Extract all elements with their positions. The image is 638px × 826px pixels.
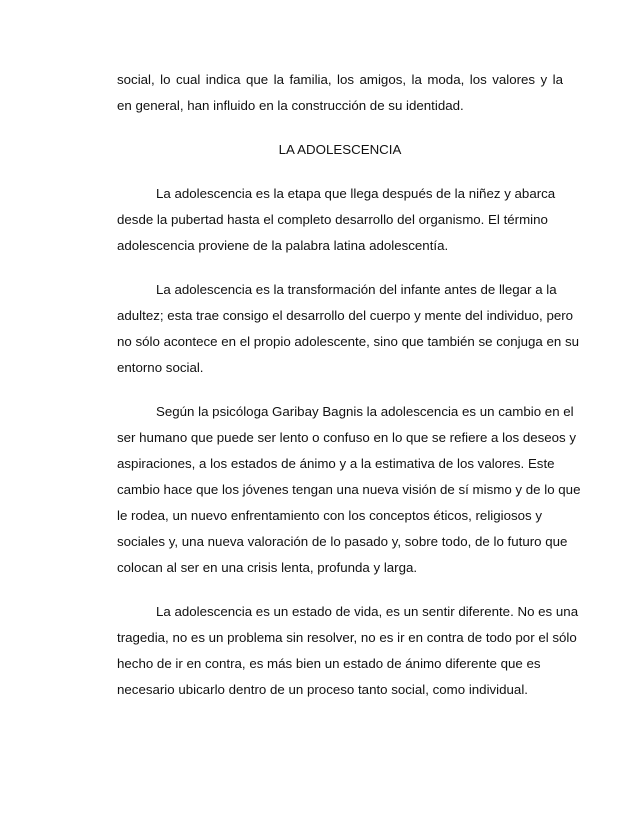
text-line: aspiraciones, a los estados de ánimo y a la estimativa de los valores. Este xyxy=(117,456,555,471)
text-line: adolescencia proviene de la palabra latina adolescentía. xyxy=(117,238,449,253)
text-line: colocan al ser en una crisis lenta, profunda y larga. xyxy=(117,560,418,575)
text-line: en general, han influido en la construcción de su identidad. xyxy=(117,98,464,113)
section-heading: LA ADOLESCENCIA xyxy=(278,142,402,157)
text-line: ser humano que puede ser lento o confuso en lo que se refiere a los deseos y xyxy=(117,430,577,445)
text-line: desde la pubertad hasta el completo desarrollo del organismo. El término xyxy=(117,212,548,227)
text-line: La adolescencia es la etapa que llega después de la niñez y abarca xyxy=(156,186,556,201)
text-line: La adolescencia es la transformación del infante antes de llegar a la xyxy=(156,282,557,297)
text-line: La adolescencia es un estado de vida, es un sentir diferente. No es una xyxy=(156,604,579,619)
text-line: adultez; esta trae consigo el desarrollo del cuerpo y mente del individuo, pero xyxy=(117,308,574,323)
text-line: entorno social. xyxy=(117,360,204,375)
text-line: hecho de ir en contra, es más bien un estado de ánimo diferente que es xyxy=(117,656,541,671)
text-line: social, lo cual indica que la familia, los amigos, la moda, los valores y la xyxy=(117,72,563,87)
text-line: no sólo acontece en el propio adolescente, sino que también se conjuga en su xyxy=(117,334,580,349)
text-line: sociales y, una nueva valoración de lo pasado y, sobre todo, de lo futuro que xyxy=(117,534,568,549)
document-body xyxy=(117,67,581,703)
text-line: Según la psicóloga Garibay Bagnis la adolescencia es un cambio en el xyxy=(156,404,574,419)
text-line: le rodea, un nuevo enfrentamiento con los conceptos éticos, religiosos y xyxy=(117,508,543,523)
text-line: cambio hace que los jóvenes tengan una nueva visión de sí mismo y de lo que xyxy=(117,482,581,497)
text-line: tragedia, no es un problema sin resolver, no es ir en contra de todo por el sólo xyxy=(117,630,577,645)
text-line: necesario ubicarlo dentro de un proceso tanto social, como individual. xyxy=(117,682,528,697)
